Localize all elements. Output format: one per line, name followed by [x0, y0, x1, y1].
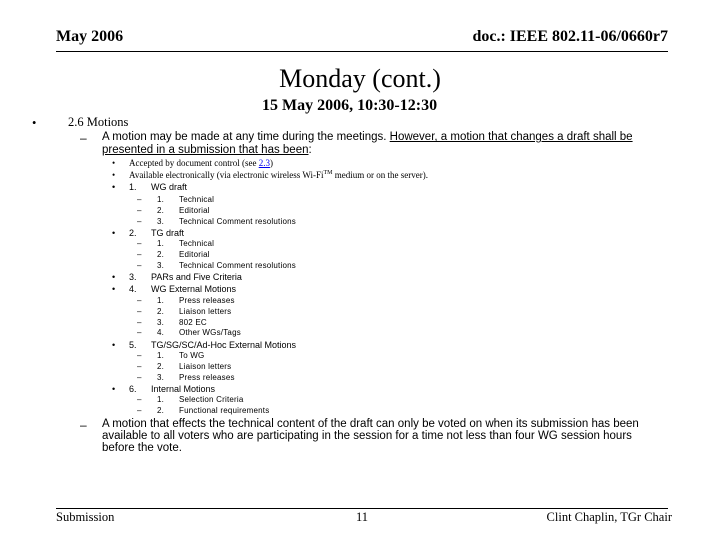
footer-submission: Submission [56, 510, 115, 524]
footer-rule [56, 508, 668, 509]
group-label: PARs and Five Criteria [151, 272, 242, 282]
item-number: 2. [157, 307, 165, 316]
item-number: 1. [157, 195, 165, 204]
item-text: Liaison letters [179, 307, 232, 316]
item-number: 4. [157, 328, 165, 337]
dash-icon: – [137, 362, 142, 371]
available-item [129, 170, 428, 180]
item-number: 3. [157, 318, 165, 327]
item-number: 1. [157, 395, 165, 404]
accepted-item [129, 158, 273, 168]
bullet-icon: • [112, 170, 116, 180]
dash-icon: – [80, 131, 87, 145]
group-label: WG External Motions [151, 284, 237, 294]
group-number: 3. [129, 272, 137, 282]
header-doc-id: doc.: IEEE 802.11-06/0660r7 [472, 28, 668, 45]
dash-icon: – [137, 328, 142, 337]
group-number: 4. [129, 284, 137, 294]
group-label: TG/SG/SC/Ad-Hoc External Motions [151, 340, 297, 350]
motion2-line2: available to all voters who are participating in the session for a time not less than four WG session hours [102, 430, 632, 442]
motion1-suffix: : [308, 144, 312, 156]
dash-icon: – [137, 351, 142, 360]
slide-title: Monday (cont.) [279, 64, 441, 93]
bullet-icon: • [112, 182, 116, 192]
available-prefix: Available electronically (via electronic wireless Wi-Fi [129, 170, 324, 180]
item-number: 2. [157, 362, 165, 371]
item-text: Press releases [179, 296, 235, 305]
item-text: Technical [179, 195, 215, 204]
motion2-line3: before the vote. [102, 442, 182, 454]
bullet-icon: • [112, 340, 116, 350]
dash-icon: – [137, 250, 142, 259]
item-text: To WG [179, 351, 205, 360]
header-rule [56, 51, 668, 52]
footer-page-number: 11 [356, 510, 369, 524]
bullet-icon: • [112, 384, 116, 394]
item-text: Editorial [179, 206, 210, 215]
footer-author: Clint Chaplin, TGr Chair [546, 510, 672, 524]
accepted-suffix: ) [269, 158, 273, 168]
motion1-line2 [102, 144, 312, 156]
bullet-icon: • [32, 116, 37, 130]
slide-subtitle: 15 May 2006, 10:30-12:30 [262, 97, 438, 114]
dash-icon: – [137, 296, 142, 305]
item-text: Press releases [179, 373, 235, 382]
item-text: Editorial [179, 250, 210, 259]
dash-icon: – [137, 373, 142, 382]
item-number: 2. [157, 206, 165, 215]
available-suffix: medium or on the server). [332, 170, 428, 180]
group-number: 1. [129, 182, 137, 192]
item-number: 3. [157, 217, 165, 226]
dash-icon: – [137, 195, 142, 204]
accepted-prefix: Accepted by document control (see [129, 158, 259, 168]
item-number: 3. [157, 261, 165, 270]
dash-icon: – [137, 206, 142, 215]
group-label: TG draft [151, 228, 185, 238]
section-heading: 2.6 Motions [68, 115, 129, 129]
bullet-icon: • [112, 228, 116, 238]
dash-icon: – [137, 217, 142, 226]
item-number: 2. [157, 406, 165, 415]
item-number: 1. [157, 296, 165, 305]
dash-icon: – [137, 307, 142, 316]
motion2-line1: A motion that effects the technical content of the draft can only be voted on when its submission has been [102, 418, 639, 430]
item-text: Other WGs/Tags [179, 328, 241, 337]
item-number: 2. [157, 250, 165, 259]
item-text: Technical Comment resolutions [179, 217, 296, 226]
item-text: Technical [179, 239, 215, 248]
dash-icon: – [137, 318, 142, 327]
motion1-prefix: A motion may be made at any time during the meetings. [102, 131, 390, 143]
group-number: 5. [129, 340, 137, 350]
bullet-icon: • [112, 158, 116, 168]
dash-icon: – [137, 261, 142, 270]
item-text: Functional requirements [179, 406, 270, 415]
item-text: 802 EC [179, 318, 207, 327]
item-text: Selection Criteria [179, 395, 244, 404]
item-number: 1. [157, 239, 165, 248]
group-number: 2. [129, 228, 137, 238]
group-label: WG draft [151, 182, 188, 192]
header-date: May 2006 [56, 28, 124, 45]
dash-icon: – [80, 418, 87, 432]
bullet-icon: • [112, 272, 116, 282]
dash-icon: – [137, 239, 142, 248]
group-number: 6. [129, 384, 137, 394]
motion1-underlined-2: presented in a submission that has been [102, 144, 309, 156]
group-label: Internal Motions [151, 384, 216, 394]
section-link[interactable]: 2.3 [258, 158, 270, 168]
item-number: 1. [157, 351, 165, 360]
item-text: Technical Comment resolutions [179, 261, 296, 270]
bullet-icon: • [112, 284, 116, 294]
dash-icon: – [137, 395, 142, 404]
motion1-line1 [102, 131, 633, 143]
dash-icon: – [137, 406, 142, 415]
motion1-underlined-1: However, a motion that changes a draft shall be [389, 131, 633, 143]
trademark: TM [323, 170, 333, 176]
item-text: Liaison letters [179, 362, 232, 371]
item-number: 3. [157, 373, 165, 382]
